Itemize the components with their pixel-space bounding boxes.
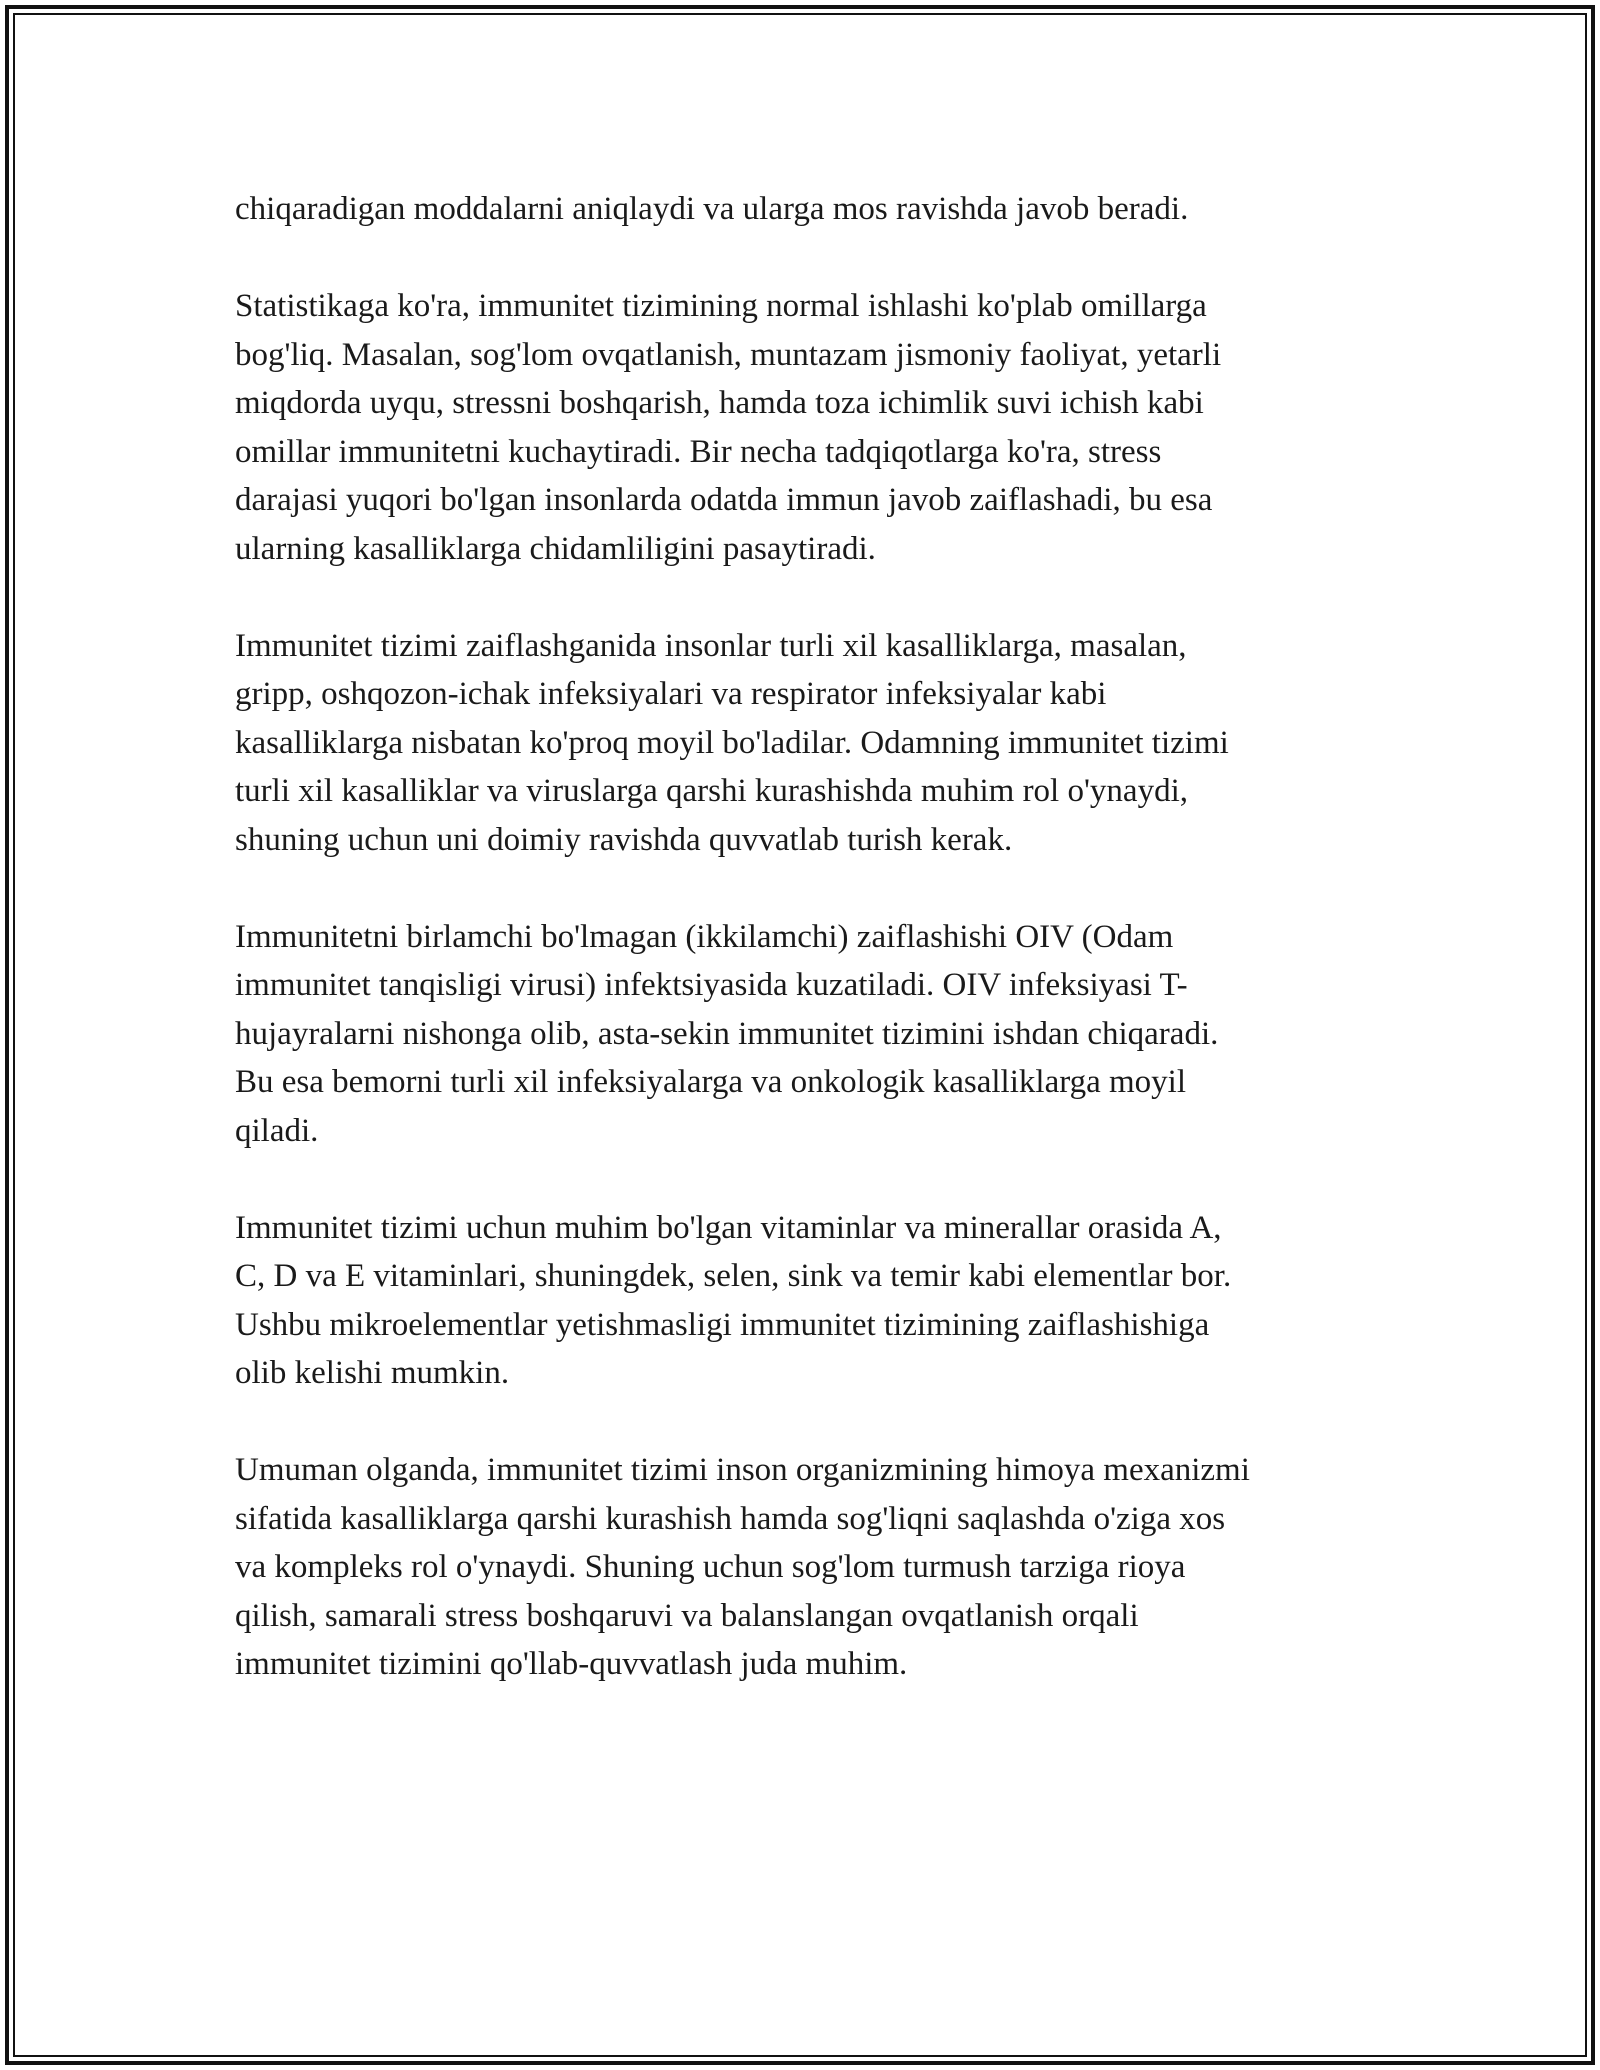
paragraph-hiv: Immunitetni birlamchi bo'lmagan (ikkilamchi) zaiflashishi OIV (Odam immunitet tanqisligi virusi) infektsiyasida kuzatiladi. OIV infeksiyasi T- hujayralarni nishonga olib, asta-sekin immunitet tizimini ishdan chiqaradi. Bu esa bemorni turli xil infeksiyalarga va onkologik kasalliklarga moyil qiladi.	[235, 918, 1219, 1149]
paragraph-vitamins: Immunitet tizimi uchun muhim bo'lgan vitaminlar va minerallar orasida A, C, D va E vitaminlari, shuningdek, selen, sink va temir kabi elementlar bor. Ushbu mikroelementlar yetishmasligi immunitet tizimining zaiflashishiga olib kelishi mumkin.	[235, 1209, 1232, 1391]
paragraph-conclusion: Umuman olganda, immunitet tizimi inson organizmining himoya mexanizmi sifatida kasalliklarga qarshi kurashish hamda sog'liqni saqlashda o'ziga xos va kompleks rol o'ynaydi. Shuning uchun sog'lom turmush tarziga rioya qilish, samarali stress boshqaruvi va balanslangan ovqatlanish orqali immunitet tizimini qo'llab-quvvatlash juda muhim.	[235, 1452, 1250, 1682]
document-body	[235, 185, 1405, 1737]
paragraph-continuation: chiqaradigan moddalarni aniqlaydi va ularga mos ravishda javob beradi.	[235, 191, 1189, 227]
paragraph-weakened-immunity: Immunitet tizimi zaiflashganida insonlar turli xil kasalliklarga, masalan, gripp, oshqozon-ichak infeksiyalari va respirator infeksiyalar kabi kasalliklarga nisbatan ko'proq moyil bo'ladilar. Odamning immunitet tizimi turli xil kasalliklar va viruslarga qarshi kurashishda muhim rol o'ynaydi, shuning uchun uni doimiy ravishda quvvatlab turish kerak.	[235, 627, 1229, 858]
paragraph-statistics: Statistikaga ko'ra, immunitet tizimining normal ishlashi ko'plab omillarga bog'liq. Masalan, sog'lom ovqatlanish, muntazam jismoniy faoliyat, yetarli miqdorda uyqu, stressni boshqarish, hamda toza ichimlik suvi ichish kabi omillar immunitetni kuchaytiradi. Bir necha tadqiqotlarga ko'ra, stress darajasi yuqori bo'lgan insonlarda odatda immun javob zaiflashadi, bu esa ularning kasalliklarga chidamliligini pasaytiradi.	[235, 288, 1222, 567]
